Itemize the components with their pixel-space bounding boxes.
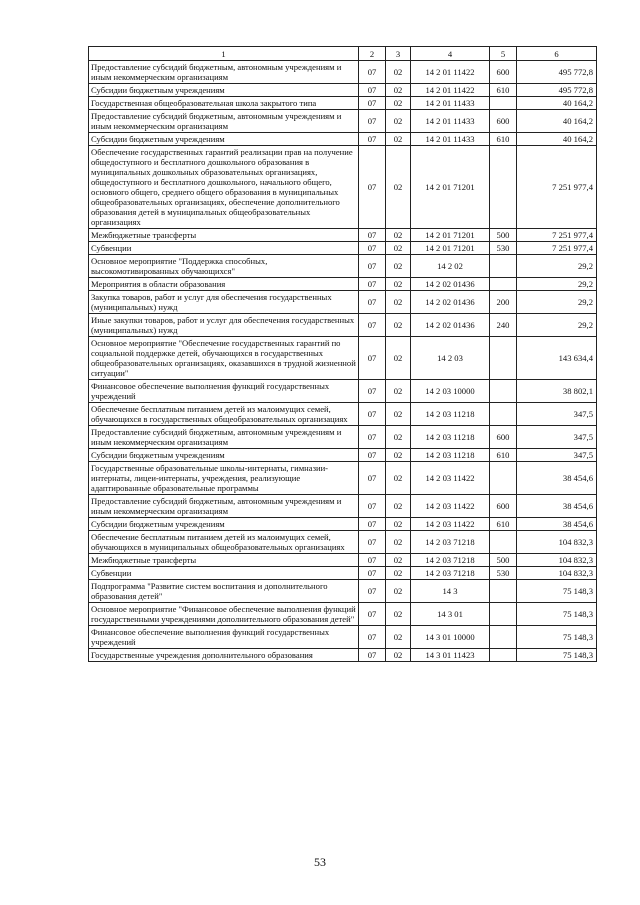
- row-name: Предоставление субсидий бюджетным, автономным учреждениям и иным некоммерческим организациям: [89, 495, 359, 518]
- row-subsection: 02: [386, 531, 411, 554]
- table-row: [89, 567, 597, 580]
- row-section: 07: [359, 449, 386, 462]
- row-expense-type: 600: [490, 110, 517, 133]
- row-expense-type: [490, 337, 517, 380]
- budget-table: [88, 46, 597, 662]
- row-amount: 40 164,2: [517, 110, 597, 133]
- table-row: [89, 229, 597, 242]
- row-target-code: 14 2 03 71218: [411, 567, 490, 580]
- row-target-code: 14 2 03 11218: [411, 403, 490, 426]
- table-row: [89, 426, 597, 449]
- row-subsection: 02: [386, 603, 411, 626]
- table-row: [89, 449, 597, 462]
- table-row: [89, 380, 597, 403]
- table-row: [89, 495, 597, 518]
- row-subsection: 02: [386, 229, 411, 242]
- row-section: 07: [359, 518, 386, 531]
- header-col-4: 4: [411, 47, 490, 61]
- row-target-code: 14 2 03 11422: [411, 518, 490, 531]
- row-subsection: 02: [386, 426, 411, 449]
- row-subsection: 02: [386, 518, 411, 531]
- row-target-code: 14 2 03 11218: [411, 426, 490, 449]
- row-subsection: 02: [386, 97, 411, 110]
- table-row: [89, 314, 597, 337]
- row-expense-type: [490, 580, 517, 603]
- row-name: Основное мероприятие "Обеспечение государственных гарантий по социальной поддержке детей, обучающихся в государственных общеобразовательных организациях, оказавшихся в трудной жизненной ситуации": [89, 337, 359, 380]
- row-amount: 495 772,8: [517, 61, 597, 84]
- row-expense-type: 610: [490, 518, 517, 531]
- row-expense-type: 600: [490, 495, 517, 518]
- row-name: Государственные образовательные школы-интернаты, гимназии-интернаты, лицеи-интернаты, учреждения, реализующие адаптированные образовательные программы: [89, 462, 359, 495]
- table-row: [89, 403, 597, 426]
- row-name: Подпрограмма "Развитие систем воспитания и дополнительного образования детей": [89, 580, 359, 603]
- row-subsection: 02: [386, 146, 411, 229]
- page-number: 53: [314, 855, 326, 869]
- row-target-code: 14 2 01 71201: [411, 242, 490, 255]
- row-amount: 347,5: [517, 403, 597, 426]
- table-row: [89, 626, 597, 649]
- row-target-code: 14 2 03 11422: [411, 495, 490, 518]
- row-subsection: 02: [386, 626, 411, 649]
- row-name: Мероприятия в области образования: [89, 278, 359, 291]
- header-col-1: 1: [89, 47, 359, 61]
- table-header-row: [89, 47, 597, 61]
- row-amount: 347,5: [517, 449, 597, 462]
- row-name: Обеспечение государственных гарантий реализации прав на получение общедоступного и бесплатного дошкольного образования в муниципальных дошкольных образовательных организациях, общедоступного и бесплатного дошкольного, начального общего, основного общего, среднего общего образования в муниципальных общеобразовательных организациях, обеспечение дополнительного образования детей в муниципальных общеобразовательных организациях: [89, 146, 359, 229]
- row-name: Финансовое обеспечение выполнения функций государственных учреждений: [89, 380, 359, 403]
- row-target-code: 14 2 01 71201: [411, 146, 490, 229]
- row-subsection: 02: [386, 580, 411, 603]
- row-subsection: 02: [386, 462, 411, 495]
- row-expense-type: [490, 97, 517, 110]
- row-expense-type: [490, 649, 517, 662]
- row-subsection: 02: [386, 403, 411, 426]
- row-target-code: 14 2 03 11422: [411, 462, 490, 495]
- table-row: [89, 61, 597, 84]
- row-subsection: 02: [386, 649, 411, 662]
- row-amount: 104 832,3: [517, 554, 597, 567]
- row-section: 07: [359, 242, 386, 255]
- table-row: [89, 291, 597, 314]
- row-section: 07: [359, 314, 386, 337]
- row-subsection: 02: [386, 449, 411, 462]
- row-subsection: 02: [386, 554, 411, 567]
- table-row: [89, 649, 597, 662]
- row-subsection: 02: [386, 567, 411, 580]
- row-expense-type: 600: [490, 61, 517, 84]
- table-row: [89, 255, 597, 278]
- row-target-code: 14 3 01: [411, 603, 490, 626]
- row-subsection: 02: [386, 133, 411, 146]
- row-target-code: 14 2 01 11433: [411, 133, 490, 146]
- table-row: [89, 603, 597, 626]
- row-amount: 75 148,3: [517, 626, 597, 649]
- row-expense-type: 200: [490, 291, 517, 314]
- row-amount: 347,5: [517, 426, 597, 449]
- row-amount: 104 832,3: [517, 567, 597, 580]
- row-section: 07: [359, 403, 386, 426]
- row-expense-type: 610: [490, 84, 517, 97]
- table-row: [89, 84, 597, 97]
- row-name: Предоставление субсидий бюджетным, автономным учреждениям и иным некоммерческим организациям: [89, 61, 359, 84]
- table-row: [89, 146, 597, 229]
- row-section: 07: [359, 462, 386, 495]
- row-section: 07: [359, 255, 386, 278]
- row-name: Основное мероприятие "Поддержка способных, высокомотивированных обучающихся": [89, 255, 359, 278]
- row-subsection: 02: [386, 314, 411, 337]
- row-name: Межбюджетные трансферты: [89, 229, 359, 242]
- row-subsection: 02: [386, 110, 411, 133]
- budget-table-body: [89, 47, 597, 662]
- row-name: Обеспечение бесплатным питанием детей из малоимущих семей, обучающихся в муниципальных общеобразовательных организациях: [89, 531, 359, 554]
- row-amount: 40 164,2: [517, 133, 597, 146]
- row-target-code: 14 2 02 01436: [411, 278, 490, 291]
- row-subsection: 02: [386, 495, 411, 518]
- row-amount: 29,2: [517, 255, 597, 278]
- row-expense-type: [490, 531, 517, 554]
- row-section: 07: [359, 531, 386, 554]
- row-subsection: 02: [386, 84, 411, 97]
- row-amount: 29,2: [517, 314, 597, 337]
- row-target-code: 14 2 02 01436: [411, 314, 490, 337]
- row-name: Закупка товаров, работ и услуг для обеспечения государственных (муниципальных) нужд: [89, 291, 359, 314]
- row-section: 07: [359, 97, 386, 110]
- row-section: 07: [359, 291, 386, 314]
- table-row: [89, 133, 597, 146]
- table-row: [89, 462, 597, 495]
- row-section: 07: [359, 495, 386, 518]
- row-subsection: 02: [386, 337, 411, 380]
- row-name: Иные закупки товаров, работ и услуг для обеспечения государственных (муниципальных) нужд: [89, 314, 359, 337]
- row-subsection: 02: [386, 242, 411, 255]
- header-col-3: 3: [386, 47, 411, 61]
- row-section: 07: [359, 649, 386, 662]
- row-target-code: 14 2 03 71218: [411, 554, 490, 567]
- row-amount: 29,2: [517, 291, 597, 314]
- row-target-code: 14 2 01 11433: [411, 110, 490, 133]
- row-amount: 75 148,3: [517, 603, 597, 626]
- row-expense-type: 240: [490, 314, 517, 337]
- header-col-5: 5: [490, 47, 517, 61]
- table-row: [89, 531, 597, 554]
- row-section: 07: [359, 278, 386, 291]
- row-expense-type: [490, 403, 517, 426]
- row-section: 07: [359, 626, 386, 649]
- row-expense-type: 600: [490, 426, 517, 449]
- row-expense-type: [490, 146, 517, 229]
- row-section: 07: [359, 580, 386, 603]
- row-target-code: 14 2 01 71201: [411, 229, 490, 242]
- row-name: Субвенции: [89, 567, 359, 580]
- row-amount: 40 164,2: [517, 97, 597, 110]
- row-expense-type: 500: [490, 554, 517, 567]
- row-section: 07: [359, 426, 386, 449]
- row-section: 07: [359, 337, 386, 380]
- row-amount: 7 251 977,4: [517, 242, 597, 255]
- row-expense-type: [490, 255, 517, 278]
- row-subsection: 02: [386, 61, 411, 84]
- row-amount: 29,2: [517, 278, 597, 291]
- row-target-code: 14 2 03 10000: [411, 380, 490, 403]
- header-col-6: 6: [517, 47, 597, 61]
- row-expense-type: [490, 626, 517, 649]
- row-name: Предоставление субсидий бюджетным, автономным учреждениям и иным некоммерческим организациям: [89, 426, 359, 449]
- row-name: Субсидии бюджетным учреждениям: [89, 449, 359, 462]
- row-target-code: 14 2 01 11422: [411, 84, 490, 97]
- row-expense-type: 610: [490, 133, 517, 146]
- row-target-code: 14 2 02 01436: [411, 291, 490, 314]
- row-section: 07: [359, 229, 386, 242]
- row-name: Субсидии бюджетным учреждениям: [89, 84, 359, 97]
- row-section: 07: [359, 554, 386, 567]
- row-section: 07: [359, 110, 386, 133]
- row-target-code: 14 2 01 11422: [411, 61, 490, 84]
- row-amount: 75 148,3: [517, 580, 597, 603]
- row-name: Предоставление субсидий бюджетным, автономным учреждениям и иным некоммерческим организациям: [89, 110, 359, 133]
- row-name: Государственная общеобразовательная школа закрытого типа: [89, 97, 359, 110]
- row-subsection: 02: [386, 255, 411, 278]
- table-row: [89, 337, 597, 380]
- row-amount: 38 454,6: [517, 495, 597, 518]
- table-row: [89, 554, 597, 567]
- row-section: 07: [359, 146, 386, 229]
- table-row: [89, 580, 597, 603]
- row-subsection: 02: [386, 278, 411, 291]
- row-expense-type: [490, 380, 517, 403]
- row-section: 07: [359, 133, 386, 146]
- row-amount: 38 454,6: [517, 518, 597, 531]
- row-name: Государственные учреждения дополнительного образования: [89, 649, 359, 662]
- table-row: [89, 242, 597, 255]
- row-section: 07: [359, 84, 386, 97]
- row-amount: 7 251 977,4: [517, 229, 597, 242]
- row-amount: 38 454,6: [517, 462, 597, 495]
- row-section: 07: [359, 61, 386, 84]
- row-target-code: 14 3 01 10000: [411, 626, 490, 649]
- row-amount: 7 251 977,4: [517, 146, 597, 229]
- row-name: Финансовое обеспечение выполнения функций государственных учреждений: [89, 626, 359, 649]
- row-section: 07: [359, 567, 386, 580]
- budget-table-container: [88, 46, 596, 662]
- row-expense-type: [490, 603, 517, 626]
- row-expense-type: 530: [490, 242, 517, 255]
- row-target-code: 14 3: [411, 580, 490, 603]
- row-subsection: 02: [386, 380, 411, 403]
- row-target-code: 14 2 03: [411, 337, 490, 380]
- row-name: Субвенции: [89, 242, 359, 255]
- row-name: Обеспечение бесплатным питанием детей из малоимущих семей, обучающихся в государственных общеобразовательных организациях: [89, 403, 359, 426]
- row-expense-type: 500: [490, 229, 517, 242]
- table-row: [89, 97, 597, 110]
- row-amount: 143 634,4: [517, 337, 597, 380]
- header-col-2: 2: [359, 47, 386, 61]
- row-target-code: 14 2 03 11218: [411, 449, 490, 462]
- row-name: Субсидии бюджетным учреждениям: [89, 518, 359, 531]
- table-row: [89, 518, 597, 531]
- row-target-code: 14 3 01 11423: [411, 649, 490, 662]
- table-row: [89, 110, 597, 133]
- row-amount: 104 832,3: [517, 531, 597, 554]
- row-section: 07: [359, 603, 386, 626]
- row-subsection: 02: [386, 291, 411, 314]
- row-section: 07: [359, 380, 386, 403]
- row-target-code: 14 2 01 11433: [411, 97, 490, 110]
- row-amount: 495 772,8: [517, 84, 597, 97]
- row-expense-type: 530: [490, 567, 517, 580]
- row-name: Субсидии бюджетным учреждениям: [89, 133, 359, 146]
- row-amount: 38 802,1: [517, 380, 597, 403]
- row-target-code: 14 2 03 71218: [411, 531, 490, 554]
- row-name: Основное мероприятие "Финансовое обеспечение выполнения функций государственными учреждениями дополнительного образования детей": [89, 603, 359, 626]
- row-target-code: 14 2 02: [411, 255, 490, 278]
- row-name: Межбюджетные трансферты: [89, 554, 359, 567]
- row-amount: 75 148,3: [517, 649, 597, 662]
- table-row: [89, 278, 597, 291]
- row-expense-type: [490, 278, 517, 291]
- row-expense-type: 610: [490, 449, 517, 462]
- row-expense-type: [490, 462, 517, 495]
